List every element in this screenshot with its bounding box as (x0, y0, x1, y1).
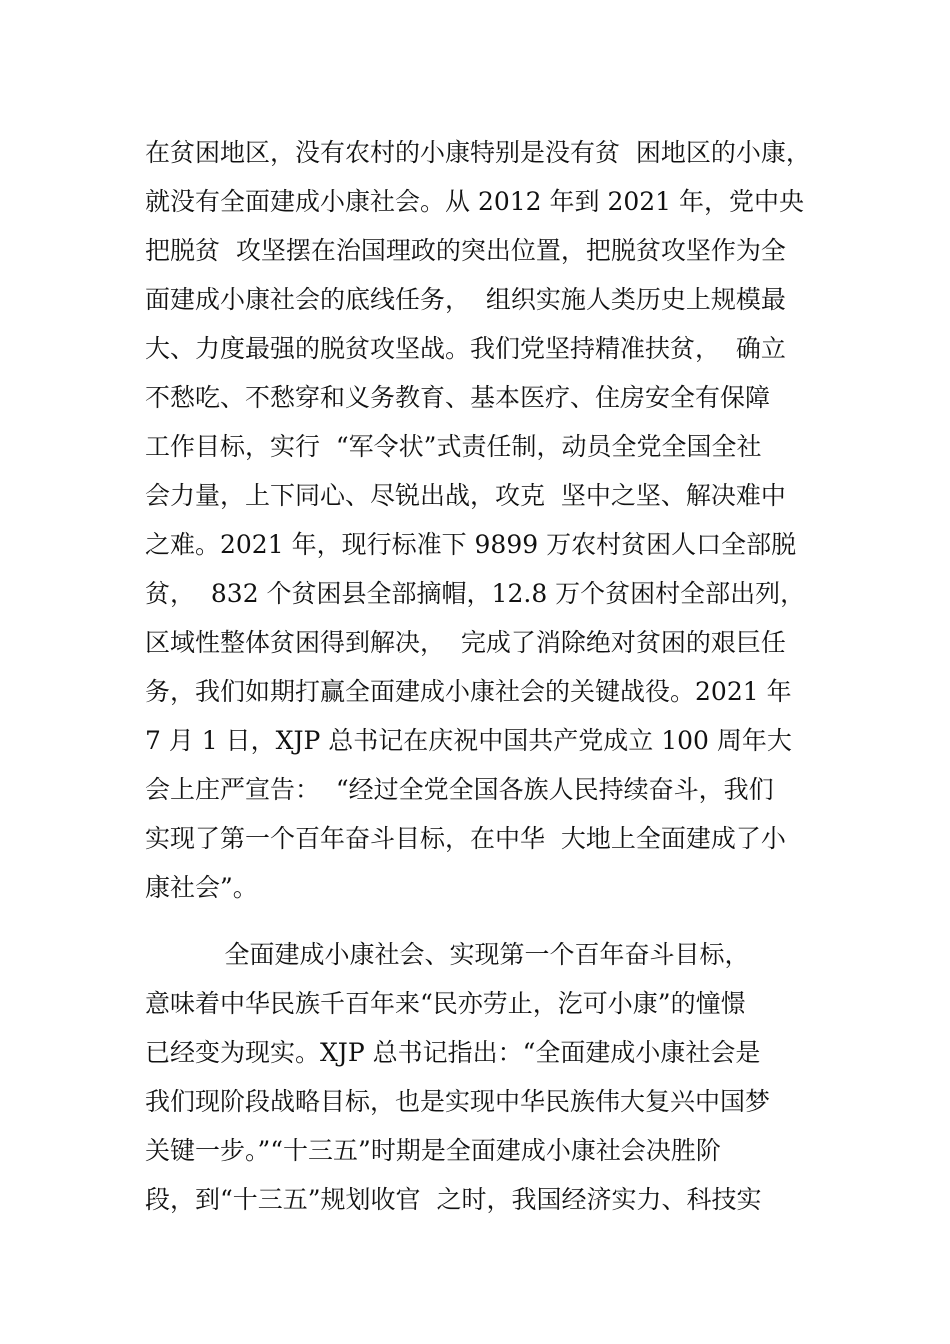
text-line: 段，到“十三五”规划收官 之时，我国经济实力、科技实 (145, 1185, 762, 1214)
text-line: 全面建成小康社会、实现第一个百年奋斗目标， (145, 940, 750, 969)
paragraph-spacing (145, 912, 825, 930)
text-line: 大、力度最强的脱贫攻坚战。我们党坚持精准扶贫， 确立 (145, 334, 786, 363)
text-line: 面建成小康社会的底线任务， 组织实施人类历史上规模最 (145, 285, 786, 314)
text-line: 之难。2021 年，现行标准下 9899 万农村贫困人口全部脱 (145, 530, 797, 559)
text-line: 关键一步。”“十三五”时期是全面建成小康社会决胜阶 (145, 1136, 721, 1165)
text-line: 康社会”。 (145, 873, 258, 902)
text-line: 在贫困地区，没有农村的小康特别是没有贫 困地区的小康， (145, 138, 811, 167)
paragraph-2 (145, 930, 825, 1224)
text-line: 工作目标，实行 “军令状”式责任制，动员全党全国全社 (145, 432, 762, 461)
text-line: 我们现阶段战略目标，也是实现中华民族伟大复兴中国梦 (145, 1087, 771, 1116)
body-text (145, 128, 825, 1224)
text-line: 意味着中华民族千百年来“民亦劳止，汔可小康”的憧憬 (145, 989, 746, 1018)
text-line: 务，我们如期打赢全面建成小康社会的关键战役。2021 年 (145, 677, 792, 706)
text-line: 贫， 832 个贫困县全部摘帽，12.8 万个贫困村全部出列， (145, 579, 806, 608)
paragraph-1 (145, 128, 825, 912)
text-line: 会上庄严宣告： “经过全党全国各族人民持续奋斗，我们 (145, 775, 774, 804)
text-line: 实现了第一个百年奋斗目标，在中华 大地上全面建成了小 (145, 824, 786, 853)
text-line: 会力量，上下同心、尽锐出战，攻克 坚中之坚、解决难中 (145, 481, 786, 510)
text-line: 就没有全面建成小康社会。从 2012 年到 2021 年，党中央 (145, 187, 805, 216)
text-line: 7 月 1 日，XJP 总书记在庆祝中国共产党成立 100 周年大 (145, 726, 792, 755)
text-line: 区域性整体贫困得到解决， 完成了消除绝对贫困的艰巨任 (145, 628, 786, 657)
text-line: 不愁吃、不愁穿和义务教育、基本医疗、住房安全有保障 (145, 383, 771, 412)
text-line: 把脱贫 攻坚摆在治国理政的突出位置，把脱贫攻坚作为全 (145, 236, 786, 265)
text-line: 已经变为现实。XJP 总书记指出：“全面建成小康社会是 (145, 1038, 761, 1067)
